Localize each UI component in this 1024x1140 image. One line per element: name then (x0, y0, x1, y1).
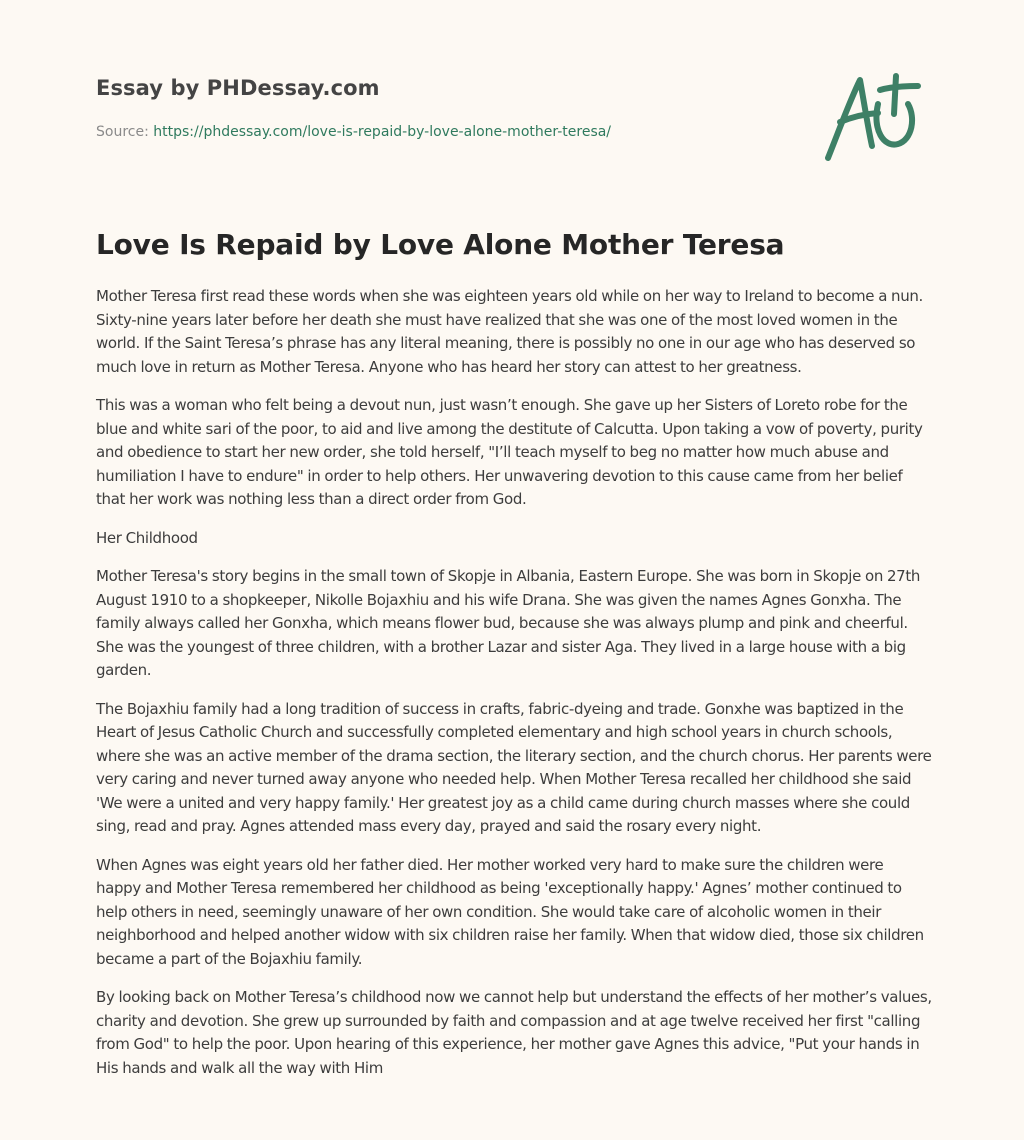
paragraph: This was a woman who felt being a devout nun, just wasn’t enough. She gave up her Sisters of Loreto robe for the blue and white sari of the poor, to aid and live among the destitute of Calcutta. Upon taking a vow of poverty, purity and obedience to start her new order, she told herself, "I’ll teach myself to beg no matter how much abuse and humiliation I have to endure" in order to help others. Her unwavering devotion to this cause came from her belief that her work was nothing less than a direct order from God. (96, 396, 923, 508)
paragraph: By looking back on Mother Teresa’s childhood now we cannot help but understand the effects of her mother’s values, charity and devotion. She grew up surrounded by faith and compassion and at age twelve received her first "calling from God" to help the poor. Upon hearing of this experience, her mother gave Agnes this advice, "Put your hands in His hands and walk all the way with Him (96, 988, 932, 1077)
source-label: Source: (96, 124, 154, 140)
a-plus-logo-icon (818, 66, 930, 166)
paragraph: When Agnes was eight years old her father died. Her mother worked very hard to make sure the children were happy and Mother Teresa remembered her childhood as being 'exceptionally happy.' Agnes’ mother continued to help others in need, seemingly unaware of her own condition. She would take care of alcoholic women in their neighborhood and helped another widow with six children raise her family. When that widow died, those six children became a part of the Bojaxhiu family. (96, 855, 924, 968)
paragraph: Mother Teresa's story begins in the small town of Skopje in Albania, Eastern Europe. She was born in Skopje on 27th August 1910 to a shopkeeper, Nikolle Bojaxhiu and his wife Drana. She was given the names Agnes Gonxha. The family always called her Gonxha, which means flower bud, because she was always plump and pink and cheerful. She was the youngest of three children, with a brother Lazar and sister Aga. They lived in a large house with a big garden. (96, 567, 921, 679)
essay-title: Love Is Repaid by Love Alone Mother Teresa (96, 228, 785, 261)
paragraph: Mother Teresa first read these words when she was eighteen years old while on her way to Ireland to become a nun. Sixty-nine years later before her death she must have realized that she was one of the most loved women in the world. If the Saint Teresa’s phrase has any literal meaning, there is possibly no one in our age who has deserved so much love in return as Mother Teresa. Anyone who has heard her story can attest to her greatness. (96, 287, 923, 376)
source-line (96, 124, 611, 140)
essay-body (96, 285, 932, 1095)
site-brand: Essay by PHDessay.com (96, 76, 380, 100)
paragraph: The Bojaxhiu family had a long tradition of success in crafts, fabric-dyeing and trade. Gonxhe was baptized in the Heart of Jesus Catholic Church and successfully completed elementary and high school years in church schools, where she was an active member of the drama section, the literary section, and the church chorus. Her parents were very caring and never turned away anyone who needed help. When Mother Teresa recalled her childhood she said 'We were a united and very happy family.' Her greatest joy as a child came during church masses where she could sing, read and pray. Agnes attended mass every day, prayed and said the rosary every night. (96, 699, 932, 835)
section-heading-childhood: Her Childhood (96, 528, 198, 547)
source-link[interactable]: https://phdessay.com/love-is-repaid-by-love-alone-mother-teresa/ (153, 124, 612, 140)
